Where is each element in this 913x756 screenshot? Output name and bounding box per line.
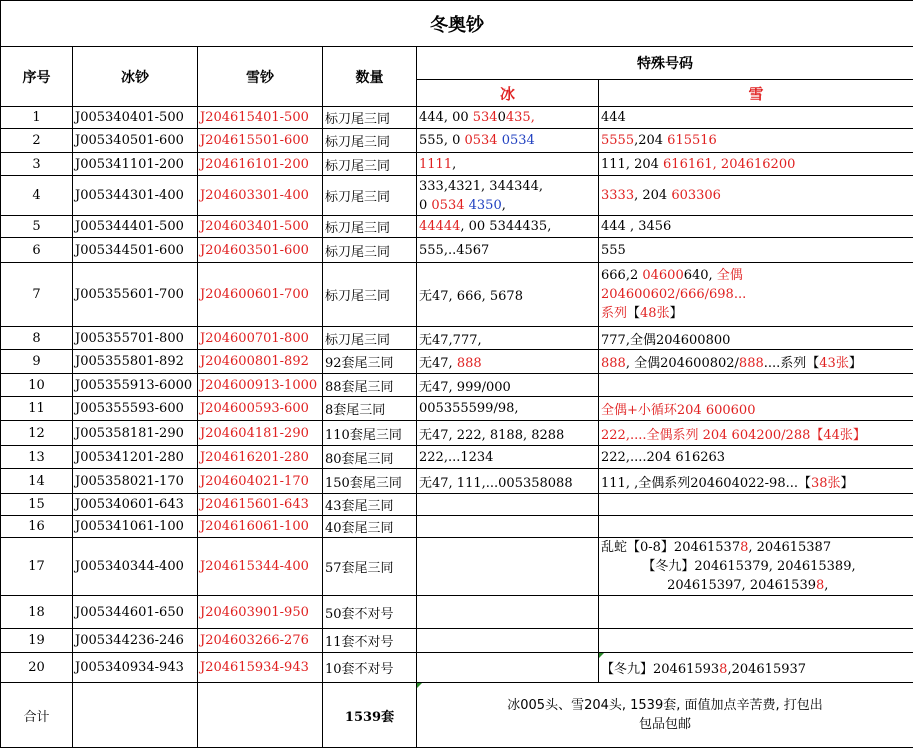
quantity: 40套尾三同	[323, 516, 417, 538]
special-snow	[599, 327, 913, 350]
row-index: 5	[1, 216, 73, 238]
special-ice	[417, 216, 599, 238]
special-number-segment: 】	[669, 306, 683, 321]
special-number-segment: 全偶+小循环204 600600	[601, 403, 756, 418]
ice-serial: J005355801-892	[73, 350, 198, 374]
ice-serial: J005344401-500	[73, 216, 198, 238]
special-number-segment: 0534	[501, 133, 535, 148]
table-row	[1, 494, 913, 516]
special-snow	[599, 153, 913, 176]
snow-serial: J204600701-800	[198, 327, 323, 350]
special-snow	[599, 350, 913, 374]
special-snow	[599, 374, 913, 397]
special-number-segment: 111, ,全偶系列204604022-98...【	[601, 475, 811, 491]
table-row	[1, 538, 913, 596]
special-ice	[417, 494, 599, 516]
row-index: 10	[1, 374, 73, 397]
special-ice	[417, 397, 599, 421]
ice-serial: J005341201-280	[73, 446, 198, 469]
special-number-segment: 444, 00	[419, 110, 473, 125]
special-number-segment: 3333	[601, 188, 635, 203]
snow-serial: J204616101-200	[198, 153, 323, 176]
special-snow	[599, 263, 913, 327]
special-snow	[599, 238, 913, 263]
special-snow	[599, 516, 913, 538]
special-number-segment: 435,	[505, 110, 535, 125]
row-index: 8	[1, 327, 73, 350]
table-row	[1, 446, 913, 469]
special-number-segment: 222,....全偶系列 204 604200/288【44张】	[601, 427, 866, 443]
snow-serial: J204603301-400	[198, 176, 323, 216]
special-snow	[599, 596, 913, 629]
special-number-segment: 615516	[667, 133, 717, 148]
special-number-segment: 534	[472, 110, 498, 125]
table-row	[1, 653, 913, 683]
special-ice	[417, 446, 599, 469]
special-snow	[599, 446, 913, 469]
quantity: 43套尾三同	[323, 494, 417, 516]
ice-serial: J005344236-246	[73, 629, 198, 653]
special-ice	[417, 538, 599, 596]
quantity: 标刀尾三同	[323, 107, 417, 129]
special-number-segment: 8	[816, 578, 825, 593]
special-number-segment: 555	[601, 242, 626, 258]
total-note-line1: 冰005头、雪204头, 1539套, 面值加点辛苦费, 打包出	[507, 698, 823, 713]
table-row	[1, 421, 913, 446]
quantity: 8套尾三同	[323, 397, 417, 421]
header-quantity: 数量	[323, 47, 417, 107]
snow-serial: J204600593-600	[198, 397, 323, 421]
special-number-segment: 444 , 3456	[601, 219, 672, 234]
snow-serial: J204603901-950	[198, 596, 323, 629]
quantity: 80套尾三同	[323, 446, 417, 469]
special-ice	[417, 629, 599, 653]
special-ice	[417, 107, 599, 129]
special-snow	[599, 494, 913, 516]
special-snow	[599, 469, 913, 494]
special-ice	[417, 238, 599, 263]
special-snow	[599, 176, 913, 216]
ice-serial: J005358021-170	[73, 469, 198, 494]
special-number-segment: 0534	[464, 133, 498, 148]
special-ice	[417, 350, 599, 374]
ice-serial: J005344301-400	[73, 176, 198, 216]
special-ice	[417, 263, 599, 327]
special-number-segment: 204615397, 20461539	[601, 578, 816, 593]
special-snow	[599, 216, 913, 238]
special-ice	[417, 129, 599, 153]
row-index: 2	[1, 129, 73, 153]
special-number-segment: , 00 5344435,	[460, 219, 552, 234]
special-number-segment: 44444	[419, 219, 461, 234]
special-number-segment: 04600	[642, 268, 684, 283]
ice-serial: J005340501-600	[73, 129, 198, 153]
special-number-segment: 222,....204 616263	[601, 449, 726, 465]
snow-serial: J204603266-276	[198, 629, 323, 653]
special-number-segment: 【冬九】20461593	[601, 662, 720, 677]
row-index: 15	[1, 494, 73, 516]
quantity: 标刀尾三同	[323, 238, 417, 263]
special-number-segment: 333,4321, 344344,	[419, 178, 544, 194]
snow-serial: J204616061-100	[198, 516, 323, 538]
row-index: 11	[1, 397, 73, 421]
table-row	[1, 629, 913, 653]
table-row	[1, 327, 913, 350]
special-snow	[599, 107, 913, 129]
total-ice-empty	[73, 683, 198, 748]
ice-serial: J005341061-100	[73, 516, 198, 538]
table-body	[1, 107, 913, 683]
special-number-segment: 888	[456, 356, 482, 371]
special-number-segment: 603306	[671, 188, 721, 203]
snow-serial: J204615934-943	[198, 653, 323, 683]
ice-serial: J005358181-290	[73, 421, 198, 446]
header-snow-note: 雪钞	[198, 47, 323, 107]
special-number-segment: ....系列【	[763, 356, 820, 371]
row-index: 17	[1, 538, 73, 596]
ice-serial: J005355593-600	[73, 397, 198, 421]
special-number-segment: 无47, 999/000	[419, 379, 511, 395]
header-ice-note: 冰钞	[73, 47, 198, 107]
row-index: 4	[1, 176, 73, 216]
quantity: 110套尾三同	[323, 421, 417, 446]
table-row	[1, 350, 913, 374]
quantity: 标刀尾三同	[323, 153, 417, 176]
table-row	[1, 374, 913, 397]
special-number-segment: 】	[840, 475, 854, 491]
header-special-snow: 雪	[599, 80, 913, 107]
row-index: 16	[1, 516, 73, 538]
quantity: 88套尾三同	[323, 374, 417, 397]
special-ice	[417, 516, 599, 538]
ice-serial: J005341101-200	[73, 153, 198, 176]
snow-serial: J204604181-290	[198, 421, 323, 446]
table-row	[1, 397, 913, 421]
table-title: 冬奥钞	[1, 1, 913, 47]
special-ice	[417, 176, 599, 216]
table-row	[1, 263, 913, 327]
total-quantity: 1539套	[323, 683, 417, 748]
row-index: 18	[1, 596, 73, 629]
special-ice	[417, 469, 599, 494]
special-number-segment: 4350	[468, 197, 502, 213]
special-number-segment: , 204	[634, 188, 672, 203]
snow-serial: J204600913-1000	[198, 374, 323, 397]
row-index: 12	[1, 421, 73, 446]
special-number-segment: 005355599/98,	[419, 401, 519, 416]
special-number-segment: 640,	[683, 268, 717, 283]
special-number-segment: 无47, 222, 8188, 8288	[419, 427, 565, 443]
special-number-segment: ,	[501, 197, 506, 213]
special-number-segment: , 204615387	[748, 540, 832, 555]
ice-serial: J005355601-700	[73, 263, 198, 327]
ice-serial: J005340401-500	[73, 107, 198, 129]
row-index: 19	[1, 629, 73, 653]
special-number-segment: ,204	[634, 133, 668, 148]
row-index: 14	[1, 469, 73, 494]
snow-serial: J204603401-500	[198, 216, 323, 238]
special-number-segment: 1111	[419, 156, 453, 172]
special-number-segment: , 全偶204600802/	[625, 356, 739, 371]
quantity: 标刀尾三同	[323, 263, 417, 327]
special-number-segment: 全偶	[716, 268, 743, 283]
total-snow-empty	[198, 683, 323, 748]
special-number-segment: 【	[627, 306, 641, 321]
special-number-segment: 777,全偶204600800	[601, 332, 731, 348]
row-index: 1	[1, 107, 73, 129]
special-snow	[599, 421, 913, 446]
special-number-segment: 乱蛇【0-8】20461537	[601, 540, 741, 555]
row-index: 13	[1, 446, 73, 469]
special-number-segment: 无47,	[419, 356, 457, 371]
special-snow	[599, 129, 913, 153]
special-ice	[417, 421, 599, 446]
quantity: 标刀尾三同	[323, 327, 417, 350]
special-ice	[417, 596, 599, 629]
table-row	[1, 107, 913, 129]
snow-serial: J204616201-280	[198, 446, 323, 469]
special-ice	[417, 374, 599, 397]
table-row	[1, 129, 913, 153]
snow-serial: J204604021-170	[198, 469, 323, 494]
special-ice	[417, 653, 599, 683]
snow-serial: J204615601-643	[198, 494, 323, 516]
table-row	[1, 516, 913, 538]
special-number-segment: 无47, 111,...005358088	[419, 475, 573, 491]
special-number-segment: 无47, 666, 5678	[419, 289, 523, 304]
quantity: 11套不对号	[323, 629, 417, 653]
special-number-segment: 222,...1234	[419, 449, 494, 465]
special-snow	[599, 397, 913, 421]
quantity: 标刀尾三同	[323, 176, 417, 216]
special-number-segment: 555,..4567	[419, 242, 490, 258]
row-index: 9	[1, 350, 73, 374]
snow-serial: J204600801-892	[198, 350, 323, 374]
special-ice	[417, 327, 599, 350]
special-number-segment: 888	[601, 356, 626, 371]
special-number-segment: 555, 0	[419, 133, 465, 148]
special-number-segment: 无47,777,	[419, 332, 482, 348]
total-label: 合计	[1, 683, 73, 748]
header-special-numbers: 特殊号码	[417, 47, 913, 80]
ice-serial: J005355701-800	[73, 327, 198, 350]
header-index: 序号	[1, 47, 73, 107]
special-snow	[599, 629, 913, 653]
snow-serial: J204615501-600	[198, 129, 323, 153]
special-number-segment: 8	[740, 540, 749, 555]
ice-serial: J005340344-400	[73, 538, 198, 596]
table-row	[1, 238, 913, 263]
ice-serial: J005340934-943	[73, 653, 198, 683]
table-row	[1, 216, 913, 238]
ice-serial: J005344501-600	[73, 238, 198, 263]
special-number-segment: 8	[719, 662, 728, 677]
special-number-segment: 666,2	[601, 268, 643, 283]
ice-serial: J005344601-650	[73, 596, 198, 629]
row-index: 6	[1, 238, 73, 263]
special-number-segment: 【冬九】204615379, 204615389,	[601, 559, 856, 574]
row-index: 20	[1, 653, 73, 683]
header-special-ice: 冰	[417, 80, 599, 107]
row-index: 3	[1, 153, 73, 176]
ice-serial: J005355913-6000	[73, 374, 198, 397]
special-number-segment: ,	[824, 578, 829, 593]
special-number-segment: 0	[497, 110, 506, 125]
snow-serial: J204603501-600	[198, 238, 323, 263]
special-number-segment: 】	[848, 356, 862, 371]
special-number-segment: 444	[601, 110, 626, 125]
special-number-segment: 111, 204	[601, 156, 664, 172]
quantity: 150套尾三同	[323, 469, 417, 494]
quantity: 92套尾三同	[323, 350, 417, 374]
snow-serial: J204615344-400	[198, 538, 323, 596]
special-number-segment: ,204615937	[727, 662, 807, 677]
special-number-segment: 48张	[640, 306, 670, 321]
table-row	[1, 153, 913, 176]
special-number-segment: 38张	[810, 475, 841, 491]
table-row	[1, 176, 913, 216]
quantity: 标刀尾三同	[323, 129, 417, 153]
snow-serial: J204600601-700	[198, 263, 323, 327]
special-number-segment: 616161, 204616200	[663, 156, 796, 172]
row-index: 7	[1, 263, 73, 327]
special-snow	[599, 653, 913, 683]
table-row	[1, 596, 913, 629]
quantity: 10套不对号	[323, 653, 417, 683]
special-ice	[417, 153, 599, 176]
special-number-segment: ,	[452, 156, 457, 172]
special-number-segment: 5555	[601, 133, 635, 148]
total-note-line2: 包品包邮	[639, 717, 692, 732]
quantity: 50套不对号	[323, 596, 417, 629]
table-row	[1, 469, 913, 494]
special-number-segment: 0534	[431, 197, 465, 213]
special-number-segment: 43张	[819, 356, 849, 371]
special-number-segment: 888	[738, 356, 764, 371]
snow-serial: J204615401-500	[198, 107, 323, 129]
special-number-segment: 204600602/666/698...	[601, 287, 747, 302]
ice-serial: J005340601-643	[73, 494, 198, 516]
special-snow	[599, 538, 913, 596]
special-number-segment: 0	[419, 197, 432, 213]
special-number-segment: 系列	[601, 306, 628, 321]
quantity: 57套尾三同	[323, 538, 417, 596]
quantity: 标刀尾三同	[323, 216, 417, 238]
total-note	[417, 683, 913, 748]
